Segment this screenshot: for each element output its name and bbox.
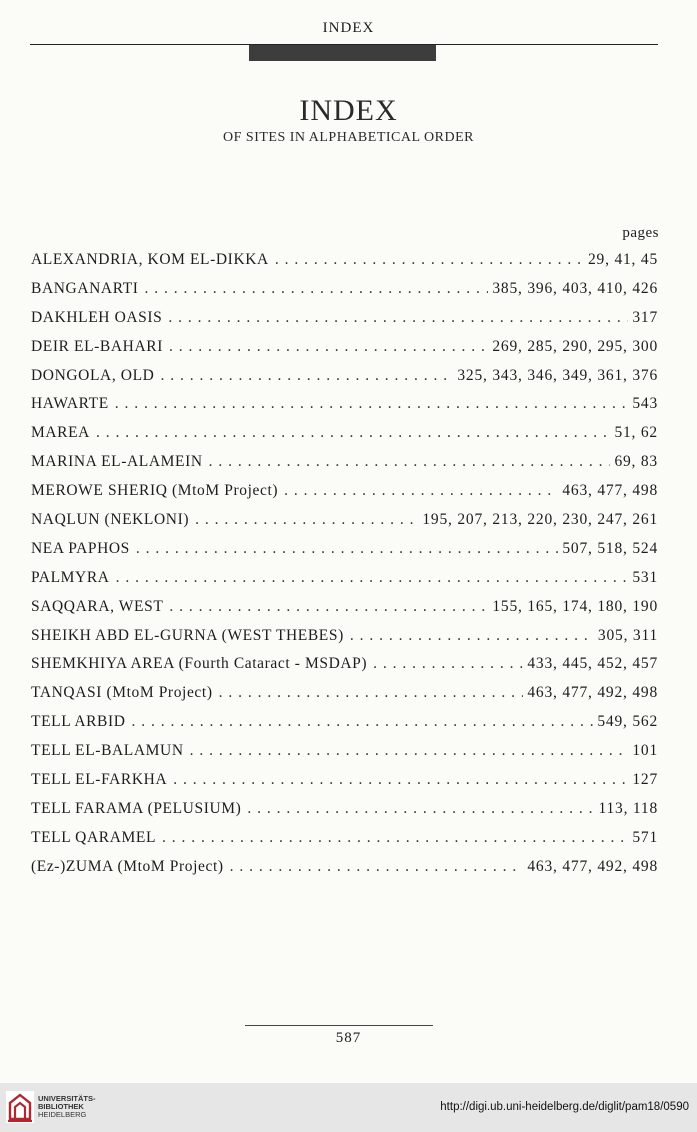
site-name: MAREA: [31, 424, 90, 442]
dot-leader: [173, 771, 628, 789]
dot-leader: [209, 453, 611, 471]
dot-leader: [115, 395, 629, 413]
page-refs: 549, 562: [597, 713, 658, 731]
site-name: TELL EL-FARKHA: [31, 771, 168, 789]
page-number: 587: [335, 1030, 362, 1046]
pages-column-label: pages: [622, 225, 659, 241]
site-name: SHEMKHIYA AREA (Fourth Cataract - MSDAP): [31, 655, 368, 673]
index-entry: [31, 251, 658, 280]
page-refs: 463, 477, 498: [562, 482, 658, 500]
page-refs: 507, 518, 524: [562, 539, 658, 557]
header-bar: [249, 45, 436, 61]
dot-leader: [136, 540, 558, 558]
page-title: INDEX: [299, 94, 398, 127]
site-name: TANQASI (MtoM Project): [31, 684, 213, 702]
site-name: MARINA EL-ALAMEIN: [31, 453, 203, 471]
running-head: INDEX: [322, 20, 375, 36]
index-entry: [31, 395, 658, 424]
dot-leader: [160, 367, 453, 385]
dot-leader: [168, 309, 628, 327]
page-subtitle: OF SITES IN ALPHABETICAL ORDER: [223, 130, 474, 145]
page-refs: 51, 62: [614, 424, 658, 442]
page-refs: 155, 165, 174, 180, 190: [492, 597, 658, 615]
index-entry: [31, 684, 658, 713]
dot-leader: [116, 569, 629, 587]
index-entry: [31, 858, 658, 887]
site-name: TELL QARAMEL: [31, 828, 157, 846]
index-entry: [31, 713, 658, 742]
site-name: HAWARTE: [31, 395, 109, 413]
index-entry: [31, 367, 658, 396]
dot-leader: [162, 829, 628, 847]
library-name: [38, 1095, 96, 1119]
page-refs: 269, 285, 290, 295, 300: [492, 337, 658, 355]
index-entry: [31, 482, 658, 511]
page-refs: 463, 477, 492, 498: [527, 684, 658, 702]
index-entry: [31, 742, 658, 771]
dot-leader: [190, 742, 629, 760]
page-refs: 317: [632, 308, 658, 326]
footer-rule: [245, 1025, 433, 1026]
index-entry: [31, 309, 658, 338]
heidelberg-library-logo-icon: [6, 1091, 34, 1123]
index-entry: [31, 338, 658, 367]
dot-leader: [219, 684, 524, 702]
dot-leader: [145, 280, 489, 298]
library-name-line: UNIVERSITÄTS-: [38, 1094, 96, 1103]
page-refs: 101: [632, 742, 658, 760]
index-entry: [31, 511, 658, 540]
index-entry: [31, 540, 658, 569]
site-name: DAKHLEH OASIS: [31, 308, 163, 326]
page-refs: 531: [632, 568, 658, 586]
page-refs: 463, 477, 492, 498: [527, 857, 658, 875]
dot-leader: [96, 424, 610, 442]
index-entry: [31, 280, 658, 309]
dot-leader: [195, 511, 418, 529]
dot-leader: [230, 858, 524, 876]
page-refs: 113, 118: [598, 799, 658, 817]
page-refs: 571: [632, 828, 658, 846]
index-entry: [31, 627, 658, 656]
site-name: SHEIKH ABD EL-GURNA (WEST THEBES): [31, 626, 344, 644]
page-refs: 127: [632, 771, 658, 789]
site-name: BANGANARTI: [31, 279, 139, 297]
dot-leader: [373, 655, 523, 673]
page-refs: 305, 311: [597, 626, 658, 644]
site-name: SAQQARA, WEST: [31, 597, 164, 615]
index-list: [31, 251, 658, 887]
index-entry: [31, 655, 658, 684]
site-name: ALEXANDRIA, KOM EL-DIKKA: [31, 251, 269, 268]
index-entry: [31, 829, 658, 858]
page-refs: 29, 41, 45: [588, 251, 658, 268]
site-name: PALMYRA: [31, 568, 110, 586]
index-entry: [31, 598, 658, 627]
index-entry: [31, 453, 658, 482]
dot-leader: [169, 598, 488, 616]
page-refs: 69, 83: [614, 453, 658, 471]
page-refs: 543: [632, 395, 658, 413]
index-entry: [31, 800, 658, 829]
site-name: (Ez-)ZUMA (MtoM Project): [31, 857, 224, 875]
site-name: NAQLUN (NEKLONI): [31, 511, 190, 529]
dot-leader: [132, 713, 594, 731]
source-url-link[interactable]: http://digi.ub.uni-heidelberg.de/diglit/pam18/0590: [440, 1101, 689, 1113]
dot-leader: [275, 251, 584, 269]
site-name: NEA PAPHOS: [31, 539, 130, 557]
library-name-line: BIBLIOTHEK: [38, 1102, 84, 1111]
site-name: DONGOLA, OLD: [31, 366, 155, 384]
dot-leader: [169, 338, 488, 356]
dot-leader: [284, 482, 558, 500]
site-name: TELL EL-BALAMUN: [31, 742, 184, 760]
index-entry: [31, 569, 658, 598]
site-name: TELL FARAMA (PELUSIUM): [31, 799, 242, 817]
page-refs: 385, 396, 403, 410, 426: [492, 279, 658, 297]
site-name: DEIR EL-BAHARI: [31, 337, 163, 355]
index-entry: [31, 771, 658, 800]
page-refs: 433, 445, 452, 457: [527, 655, 658, 673]
page-refs: 325, 343, 346, 349, 361, 376: [457, 366, 658, 384]
digitization-footer: [0, 1083, 697, 1132]
page-refs: 195, 207, 213, 220, 230, 247, 261: [422, 511, 658, 529]
dot-leader: [350, 627, 594, 645]
index-entry: [31, 424, 658, 453]
site-name: MEROWE SHERIQ (MtoM Project): [31, 482, 279, 500]
site-name: TELL ARBID: [31, 713, 126, 731]
library-city: HEIDELBERG: [38, 1110, 87, 1119]
dot-leader: [247, 800, 594, 818]
